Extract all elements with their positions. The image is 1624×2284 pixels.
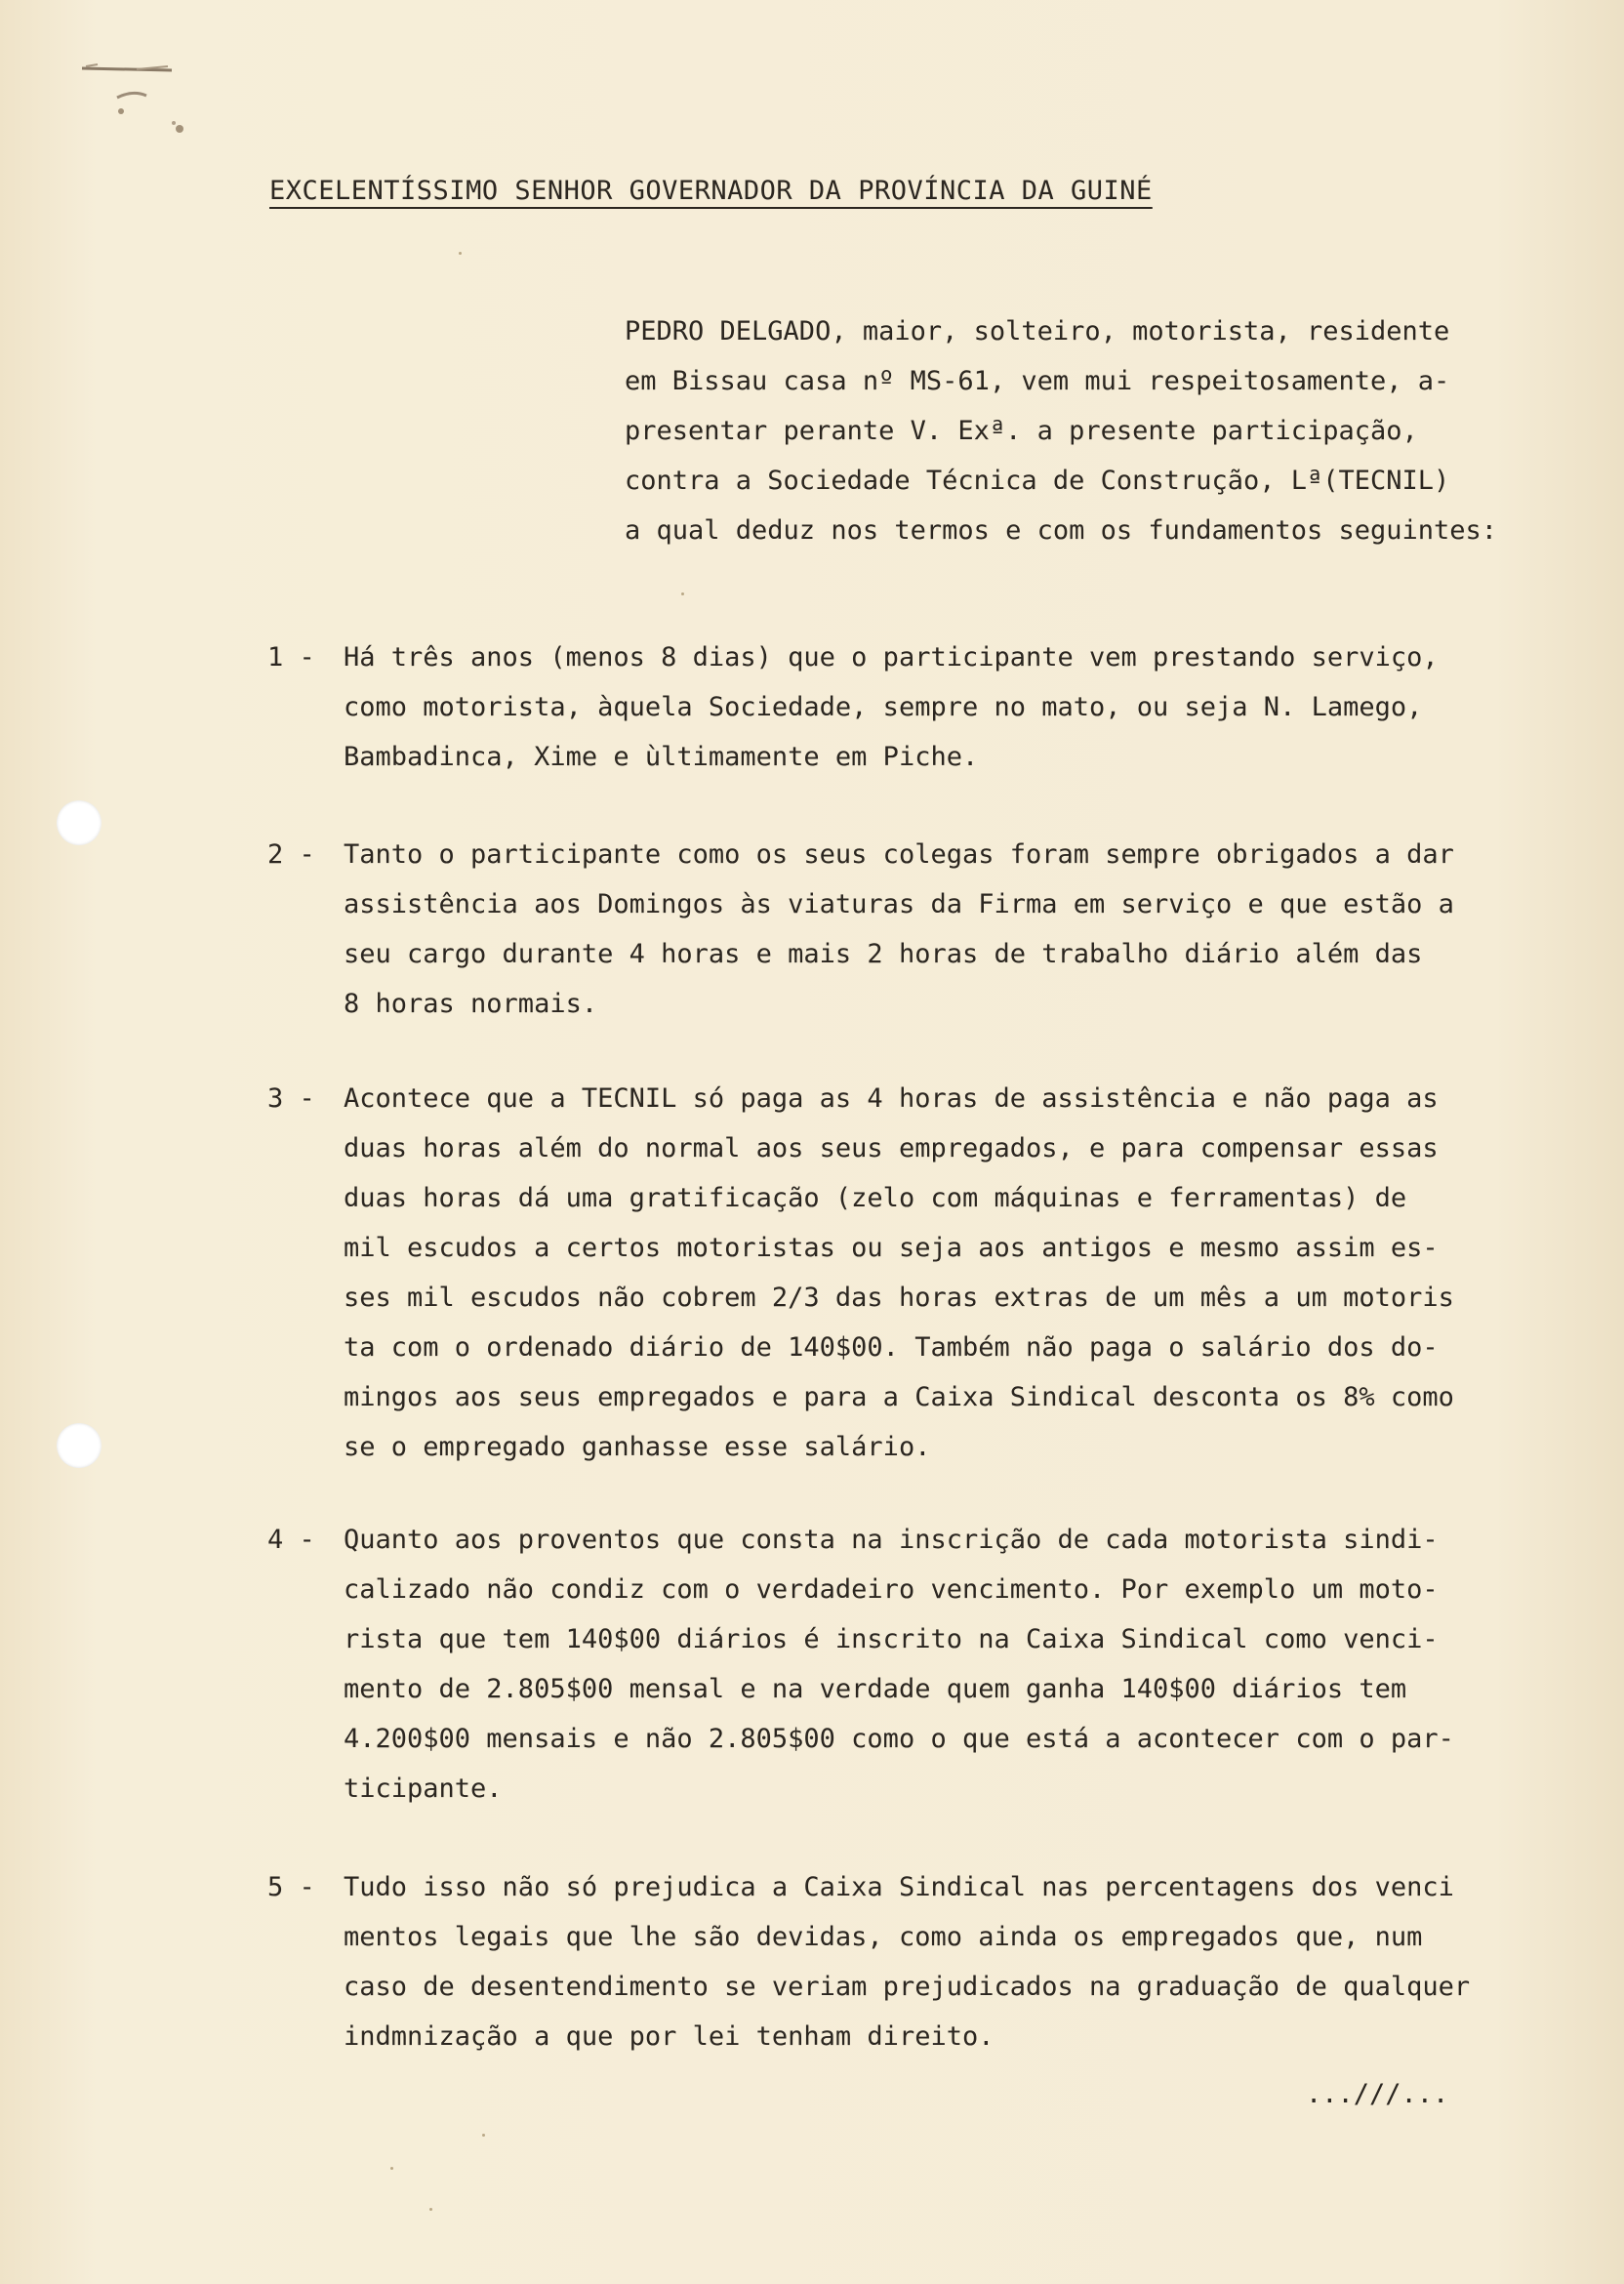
punch-hole-top [57, 800, 102, 845]
continuation-mark: ...///... [1306, 2079, 1449, 2109]
paragraph-line: 8 horas normais. [344, 989, 598, 1019]
paper-speck [459, 252, 462, 255]
paragraph-line: caso de desentendimento se veriam prejudicados na graduação de qualquer [344, 1972, 1471, 2002]
paragraph-line: Quanto aos proventos que consta na inscrição de cada motorista sindi- [344, 1525, 1439, 1555]
paragraph-line: assistência aos Domingos às viaturas da Firma em serviço e que estão a [344, 889, 1454, 919]
paragraph-number: 4 - [267, 1525, 315, 1555]
paragraph-line: duas horas além do normal aos seus empregados, e para compensar essas [344, 1133, 1439, 1163]
paragraph-number: 1 - [267, 642, 315, 673]
paragraph-line: indmnização a que por lei tenham direito. [344, 2021, 995, 2052]
staple-mark-icon [78, 61, 183, 139]
intro-line: contra a Sociedade Técnica de Construção, Lª(TECNIL) [625, 466, 1450, 496]
paragraph-line: Há três anos (menos 8 dias) que o participante vem prestando serviço, [344, 642, 1439, 673]
intro-line: presentar perante V. Exª. a presente participação, [625, 416, 1418, 446]
intro-line: em Bissau casa nº MS-61, vem mui respeitosamente, a- [625, 366, 1450, 396]
paragraph-line: mil escudos a certos motoristas ou seja aos antigos e mesmo assim es- [344, 1233, 1439, 1263]
paragraph-line: 4.200$00 mensais e não 2.805$00 como o que está a acontecer com o par- [344, 1724, 1454, 1754]
paragraph-line: rista que tem 140$00 diários é inscrito na Caixa Sindical como venci- [344, 1624, 1439, 1654]
paragraph-line: mingos aos seus empregados e para a Caixa Sindical desconta os 8% como [344, 1382, 1454, 1412]
paragraph-line: ta com o ordenado diário de 140$00. Também não paga o salário dos do- [344, 1332, 1439, 1363]
paragraph-line: mento de 2.805$00 mensal e na verdade quem ganha 140$00 diários tem [344, 1674, 1407, 1704]
paragraph-line: ticipante. [344, 1774, 503, 1804]
paragraph-line: Bambadinca, Xime e ùltimamente em Piche. [344, 742, 979, 772]
paragraph-line: ses mil escudos não cobrem 2/3 das horas extras de um mês a um motoris [344, 1283, 1454, 1313]
paper-speck [681, 592, 684, 595]
intro-line: PEDRO DELGADO, maior, solteiro, motorista, residente [625, 316, 1450, 347]
punch-hole-bottom [57, 1423, 102, 1468]
paragraph-line: calizado não condiz com o verdadeiro vencimento. Por exemplo um moto- [344, 1574, 1439, 1605]
paper-speck [482, 2134, 485, 2137]
intro-line: a qual deduz nos termos e com os fundamentos seguintes: [625, 515, 1498, 546]
paragraph-number: 3 - [267, 1083, 315, 1114]
paragraph-line: se o empregado ganhasse esse salário. [344, 1432, 931, 1462]
paragraph-number: 2 - [267, 839, 315, 870]
paragraph-number: 5 - [267, 1872, 315, 1902]
paragraph-line: Acontece que a TECNIL só paga as 4 horas de assistência e não paga as [344, 1083, 1439, 1114]
paragraph-line: Tudo isso não só prejudica a Caixa Sindical nas percentagens dos venci [344, 1872, 1454, 1902]
paragraph-line: como motorista, àquela Sociedade, sempre no mato, ou seja N. Lamego, [344, 692, 1423, 722]
paragraph-line: duas horas dá uma gratificação (zelo com máquinas e ferramentas) de [344, 1183, 1407, 1213]
document-title: EXCELENTÍSSIMO SENHOR GOVERNADOR DA PROVÍNCIA DA GUINÉ [269, 176, 1153, 206]
paragraph-line: Tanto o participante como os seus colegas foram sempre obrigados a dar [344, 839, 1454, 870]
paragraph-line: mentos legais que lhe são devidas, como ainda os empregados que, num [344, 1922, 1423, 1952]
paper-speck [390, 2167, 393, 2170]
paragraph-line: seu cargo durante 4 horas e mais 2 horas de trabalho diário além das [344, 939, 1423, 969]
paper-speck [429, 2208, 432, 2211]
intro-block [625, 306, 1581, 555]
